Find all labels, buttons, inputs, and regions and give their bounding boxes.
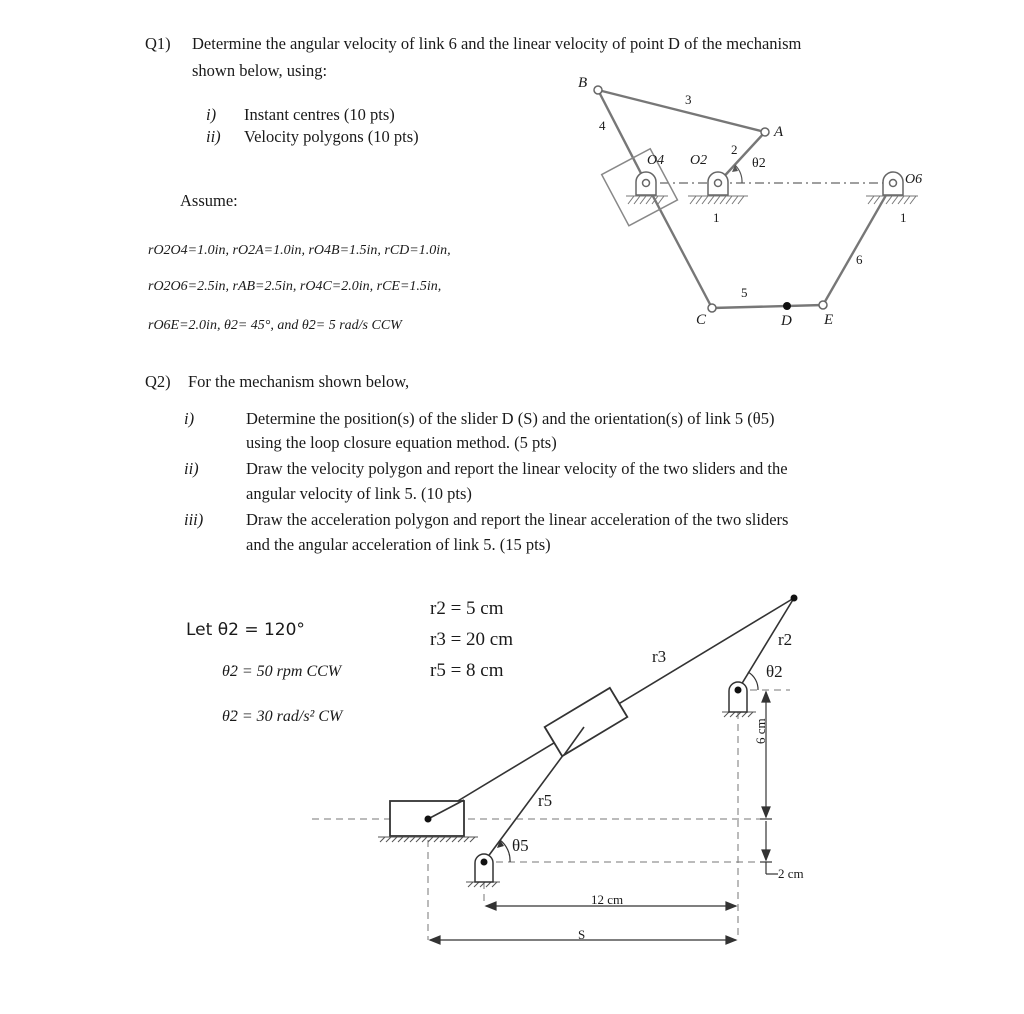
- dim-s: S: [578, 927, 586, 942]
- label-e: E: [824, 312, 834, 328]
- q2-part-line1: Draw the acceleration polygon and report the linear acceleration of the two sliders: [246, 510, 789, 529]
- label-theta5: θ5: [512, 836, 529, 855]
- label-theta2: θ2: [752, 156, 766, 171]
- slider-on-r3: [545, 688, 628, 756]
- given-r3: r3 = 20 cm: [430, 629, 514, 650]
- q1-label: Q1): [145, 34, 171, 53]
- given-theta2-ddot: θ̈2 = 30 rad/s² CW: [222, 708, 343, 725]
- label-d: D: [781, 313, 792, 329]
- assume-label: Assume:: [180, 191, 238, 210]
- pivot-r5: [475, 854, 493, 882]
- joint-r2-r3: [791, 595, 798, 602]
- label-link-2: 2: [731, 142, 738, 157]
- label-b: B: [578, 75, 588, 91]
- dim-12cm: 12 cm: [591, 892, 624, 907]
- label-link-3: 3: [685, 92, 692, 107]
- label-o4: O4: [647, 153, 665, 168]
- q1-method-text: Velocity polygons (10 pts): [244, 127, 419, 146]
- given-theta2: Let θ2 = 120°: [186, 620, 305, 640]
- q2-part-line1: Determine the position(s) of the slider D (S) and the orientation(s) of link 5 (θ5): [246, 409, 775, 428]
- q2-part-num: ii): [184, 459, 199, 478]
- label-link-4: 4: [599, 118, 606, 133]
- given-line-3: rO6E=2.0in, θ2= 45°, and θ̇2= 5 rad/s CCW: [148, 318, 402, 333]
- q2-part-num: iii): [184, 510, 204, 529]
- q1-prompt-line2: shown below, using:: [192, 61, 328, 80]
- label-r5: r5: [538, 791, 553, 810]
- label-link-6: 6: [856, 252, 863, 267]
- q1-method-text: Instant centres (10 pts): [244, 105, 395, 124]
- q1-prompt-line1: Determine the angular velocity of link 6 and the linear velocity of point D of the mechanism: [192, 34, 802, 53]
- label-a: A: [774, 124, 784, 140]
- given-line-1: rO2O4=1.0in, rO2A=1.0in, rO4B=1.5in, rCD=1.0in,: [148, 243, 451, 258]
- label-link-1: 1: [713, 210, 720, 225]
- label-link-5: 5: [741, 285, 748, 300]
- dim-2cm: 2 cm: [778, 866, 804, 881]
- q2-part-line2: using the loop closure equation method. (5 pts): [246, 433, 557, 452]
- given-line-2: rO2O6=2.5in, rAB=2.5in, rO4C=2.0in, rCE=1.5in,: [148, 279, 442, 294]
- q1-method-num: i): [206, 105, 217, 124]
- given-r2: r2 = 5 cm: [430, 598, 504, 619]
- label-o2: O2: [690, 153, 708, 168]
- q1-method-num: ii): [206, 127, 221, 146]
- dim-6cm: 6 cm: [753, 718, 768, 744]
- label-theta2-q2: θ2: [766, 662, 783, 681]
- label-r3: r3: [652, 647, 667, 666]
- q2-part-num: i): [184, 409, 195, 428]
- q2-part-line2: angular velocity of link 5. (10 pts): [246, 484, 472, 503]
- q2-prompt: For the mechanism shown below,: [188, 372, 410, 391]
- label-c: C: [696, 312, 707, 328]
- q2-label: Q2): [145, 372, 171, 391]
- given-theta2-dot: θ̇2 = 50 rpm CCW: [222, 663, 342, 680]
- q2-part-line2: and the angular acceleration of link 5. (15 pts): [246, 535, 551, 554]
- label-o6: O6: [905, 172, 923, 187]
- label-r2: r2: [778, 630, 793, 649]
- q2-part-line1: Draw the velocity polygon and report the linear velocity of the two sliders and the: [246, 459, 788, 478]
- given-r5: r5 = 8 cm: [430, 660, 504, 681]
- label-link-1: 1: [900, 210, 907, 225]
